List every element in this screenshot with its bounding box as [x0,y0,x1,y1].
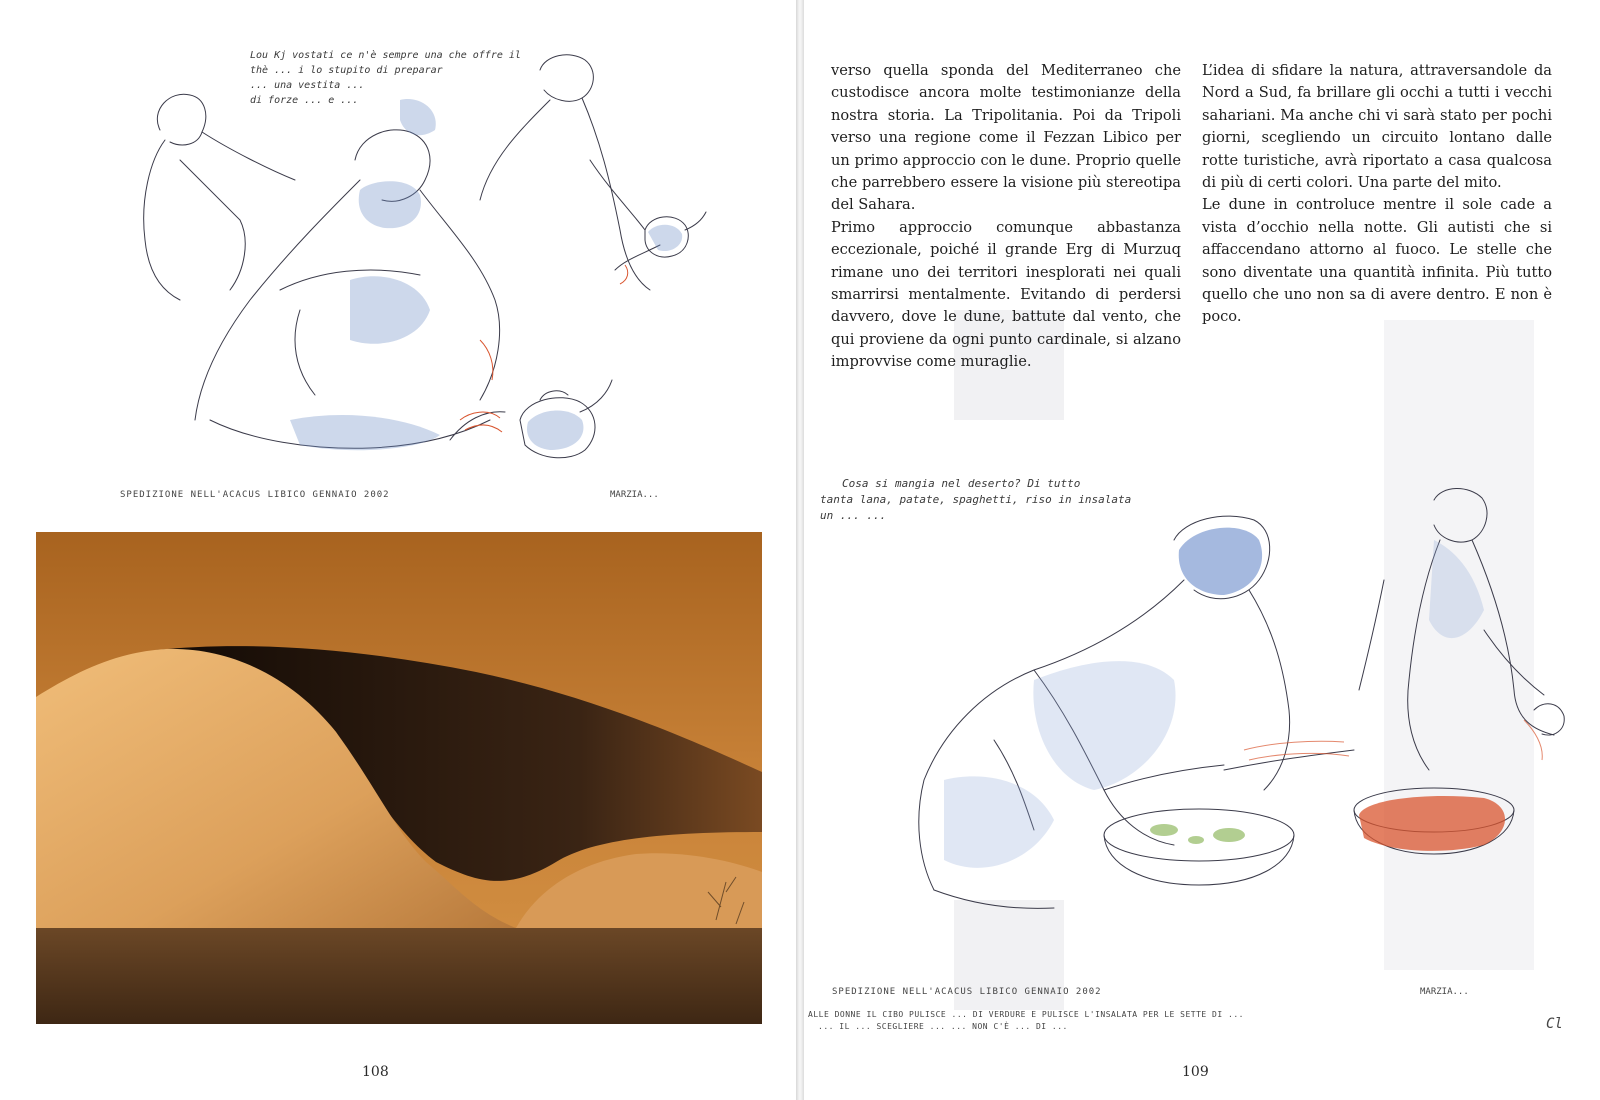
note-line: tanta lana, patate, spaghetti, riso in insalata [820,493,1132,506]
left-page [0,0,796,1100]
note-line: Lou Kj vostati ce n'è sempre una che offre il [250,50,521,61]
paragraph: Primo approccio comunque abbastanza eccezionale, poiché il grande Erg di Murzuq rimane uno dei territori inesplorati nei quali smarrirsi mentalmente. Evitando di perdersi davvero, dove le dune, battute dal vento, che qui proviene da ogni punto cardinale, si alzano improvvise come muraglie. [831,218,1181,371]
artist-signature: MARZIA... [610,490,659,500]
dune-photograph [36,532,762,1024]
sketch-caption: SPEDIZIONE NELL'ACACUS LIBICO GENNAIO 2002 [832,987,1102,997]
right-page [804,0,1600,1100]
artist-signature: MARZIA... [1420,987,1469,997]
paragraph: L’idea di sfidare la natura, attraversandole da Nord a Sud, fa brillare gli occhi a tutti i vecchi sahariani. Ma anche chi vi sarà stato per pochi giorni, scegliendo un circuito lontano dalle rotte turistiche, avrà riportato a casa qualcosa di più di certi colori. Una parte del mito. [1202,62,1552,192]
book-gutter [796,0,804,1100]
note-line: di forze ... e ... [250,95,359,106]
note-line: un ... ... [820,509,887,522]
page-number-left: 108 [362,1064,389,1080]
note-line: thè ... i lo stupito di preparar [250,65,443,76]
cooking-sketch [844,480,1584,950]
text-column-2 [1202,60,1552,329]
sketch-footnote: ALLE DONNE IL CIBO PULISCE ... DI VERDURE E PULISCE L'INSALATA PER LE SETTE DI ... [808,1010,1244,1019]
paragraph: Le dune in controluce mentre il sole cade a vista d’occhio nella notte. Gli autisti che si affaccendano attorno al fuoco. Le stelle che sono diventate una quantità infinita. Più tutto quello che uno non sa di avere dentro. E non è poco. [1202,196,1552,326]
tea-ceremony-sketch [120,40,760,510]
text-column-1 [831,60,1181,374]
sketch-handwritten-notes [250,48,521,108]
corner-mark: Cl [1546,1016,1563,1032]
note-line: Cosa si mangia nel deserto? Di tutto [842,477,1081,490]
paragraph: verso quella sponda del Mediterraneo che custodisce ancora molte testimonianze della nostra storia. La Tripolitania. Poi da Tripoli verso una regione come il Fezzan Libico per un primo approccio con le dune. Proprio quelle che parrebbero essere la visione più stereotipa del Sahara. [831,62,1181,214]
sketch-caption: SPEDIZIONE NELL'ACACUS LIBICO GENNAIO 2002 [120,490,390,500]
sketch-footnote: ... IL ... SCEGLIERE ... ... NON C'È ... DI ... [818,1022,1068,1031]
note-line: ... una vestita ... [250,80,365,91]
sketch-handwritten-notes [820,476,1131,524]
page-number-right: 109 [1182,1064,1209,1080]
